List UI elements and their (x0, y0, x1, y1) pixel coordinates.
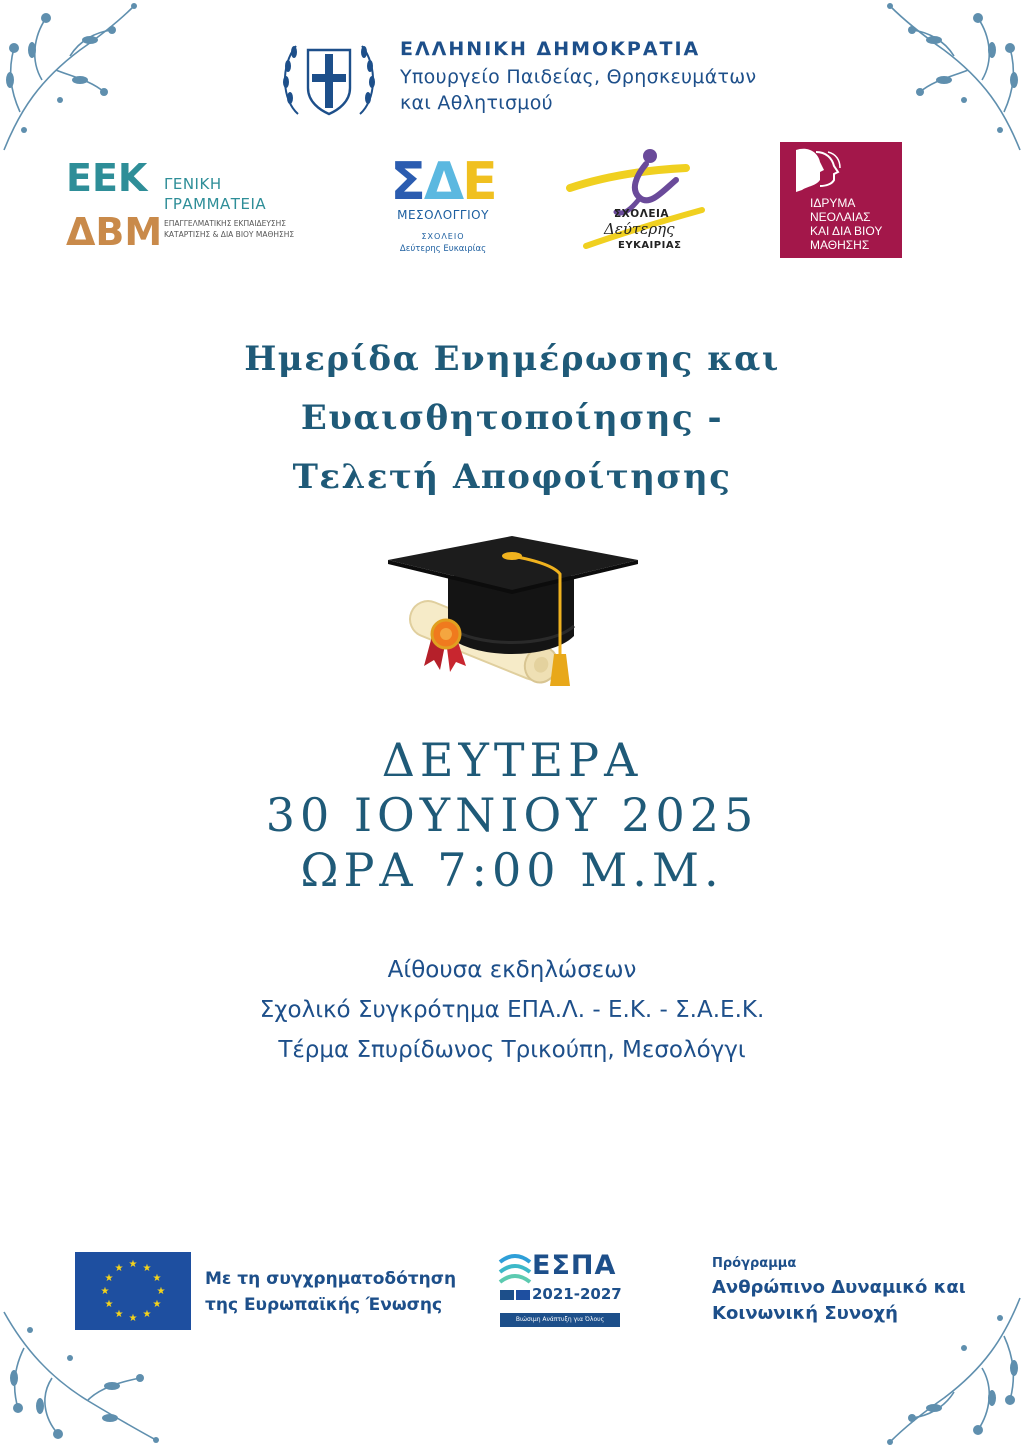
event-title-line-2: Ευαισθητοποίησης - (300, 398, 724, 438)
sde-lettermark: ΣΔΕ (390, 152, 496, 212)
government-title: ΕΛΛΗΝΙΚΗ ΔΗΜΟΚΡΑΤΙΑ (400, 38, 701, 60)
general-secretariat-logo (66, 156, 326, 260)
event-title (162, 330, 862, 507)
espa-tagline: Βιώσιμη Ανάπτυξη για Όλους (500, 1313, 620, 1327)
svg-text:★: ★ (104, 1299, 114, 1310)
programme-line-2: Κοινωνική Συνοχή (712, 1303, 898, 1324)
event-time: ΩΡΑ 7:00 Μ.Μ. (300, 843, 724, 897)
programme-line-1: Ανθρώπινο Δυναμικό και (712, 1277, 966, 1298)
event-day: ΔΕΥΤΕΡΑ (381, 733, 643, 787)
espa-name: ΕΣΠΑ (532, 1250, 617, 1281)
eek-subtitle (164, 218, 334, 240)
svg-text:★: ★ (156, 1286, 166, 1297)
event-title-line-1: Ημερίδα Ενημέρωσης και (244, 339, 780, 379)
inedivim-logo (780, 142, 902, 258)
eek-title (164, 174, 266, 214)
svg-text:★: ★ (114, 1263, 124, 1274)
ministry-line-1: Υπουργείο Παιδείας, Θρησκευμάτων (400, 66, 757, 88)
espa-logo (496, 1250, 628, 1330)
eek-letters-line-1: ΕΕΚ (66, 156, 148, 200)
event-title-line-3: Τελετή Αποφοίτησης (292, 457, 732, 497)
svg-text:★: ★ (128, 1259, 138, 1270)
svg-text:★: ★ (114, 1309, 124, 1320)
venue-line-1: Αίθουσα εκδηλώσεων (387, 957, 637, 983)
espa-waves-icon (498, 1252, 532, 1308)
hellenic-republic-emblem (278, 36, 380, 122)
inedivim-line-2: ΝΕΟΛΑΙΑΣ (810, 210, 871, 224)
sde-school: ΣΧΟΛΕΙΟ (421, 232, 465, 241)
eu-line-1: Με τη συγχρηματοδότηση (205, 1269, 457, 1289)
inedivim-line-4: ΜΑΘΗΣΗΣ (810, 238, 870, 252)
programme-label: Πρόγραμμα (712, 1256, 797, 1271)
eu-flag-icon (75, 1252, 191, 1330)
faces-profile-icon (786, 146, 842, 194)
sxoleia-line-3: ΕΥΚΑΙΡΙΑΣ (618, 240, 682, 251)
ministry-name (400, 64, 820, 116)
eek-subtitle-line-2: ΚΑΤΑΡΤΙΣΗΣ & ΔΙΑ ΒΙΟΥ ΜΑΘΗΣΗΣ (164, 230, 295, 239)
inedivim-line-1: ΙΔΡΥΜΑ (810, 196, 856, 210)
sde-mesolongi-logo (388, 152, 498, 260)
ministry-line-2: και Αθλητισμού (400, 92, 553, 114)
floral-decoration-top-left (0, 0, 140, 160)
svg-text:★: ★ (128, 1313, 138, 1324)
eek-subtitle-line-1: ΕΠΑΓΓΕΛΜΑΤΙΚΗΣ ΕΚΠΑΙΔΕΥΣΗΣ (164, 219, 287, 228)
eu-cofunding-text (205, 1266, 456, 1318)
svg-text:★: ★ (104, 1273, 114, 1284)
sde-second-chance: Δεύτερης Ευκαιρίας (399, 244, 487, 254)
eek-title-line-2: ΓΡΑΜΜΑΤΕΙΑ (164, 195, 267, 213)
svg-text:★: ★ (100, 1286, 110, 1297)
programme-info (712, 1256, 1002, 1327)
eek-dbm-lettermark (66, 156, 163, 260)
inedivim-line-3: ΚΑΙ ΔΙΑ ΒΙΟΥ (810, 224, 883, 238)
svg-text:★: ★ (142, 1309, 152, 1320)
graduation-cap-icon (384, 536, 644, 696)
inedivim-text (810, 196, 882, 252)
sde-city: ΜΕΣΟΛΟΓΓΙΟΥ (397, 208, 489, 222)
eek-title-line-1: ΓΕΝΙΚΗ (164, 175, 222, 193)
event-full-date: 30 ΙΟΥΝΙΟΥ 2025 (265, 788, 759, 842)
event-date (162, 733, 862, 898)
espa-years: 2021-2027 (532, 1285, 622, 1303)
government-header (400, 38, 820, 116)
floral-decoration-top-right (884, 0, 1024, 160)
second-chance-schools-logo (566, 146, 706, 258)
svg-text:★: ★ (142, 1263, 152, 1274)
event-venue (112, 950, 912, 1070)
svg-text:★: ★ (152, 1299, 162, 1310)
sxoleia-line-1: ΣΧΟΛΕΙΑ (614, 208, 670, 220)
programme-name (712, 1275, 1002, 1327)
eu-line-2: της Ευρωπαϊκής Ένωσης (205, 1295, 443, 1315)
svg-text:★: ★ (152, 1273, 162, 1284)
venue-line-2: Σχολικό Συγκρότημα ΕΠΑ.Λ. - Ε.Κ. - Σ.Α.Ε.Κ. (259, 997, 765, 1023)
venue-line-3: Τέρμα Σπυρίδωνος Τρικούπη, Μεσολόγγι (278, 1037, 746, 1063)
sxoleia-line-2: Δεύτερης (604, 220, 675, 238)
eek-letters-line-2: ΔΒΜ (66, 210, 163, 254)
